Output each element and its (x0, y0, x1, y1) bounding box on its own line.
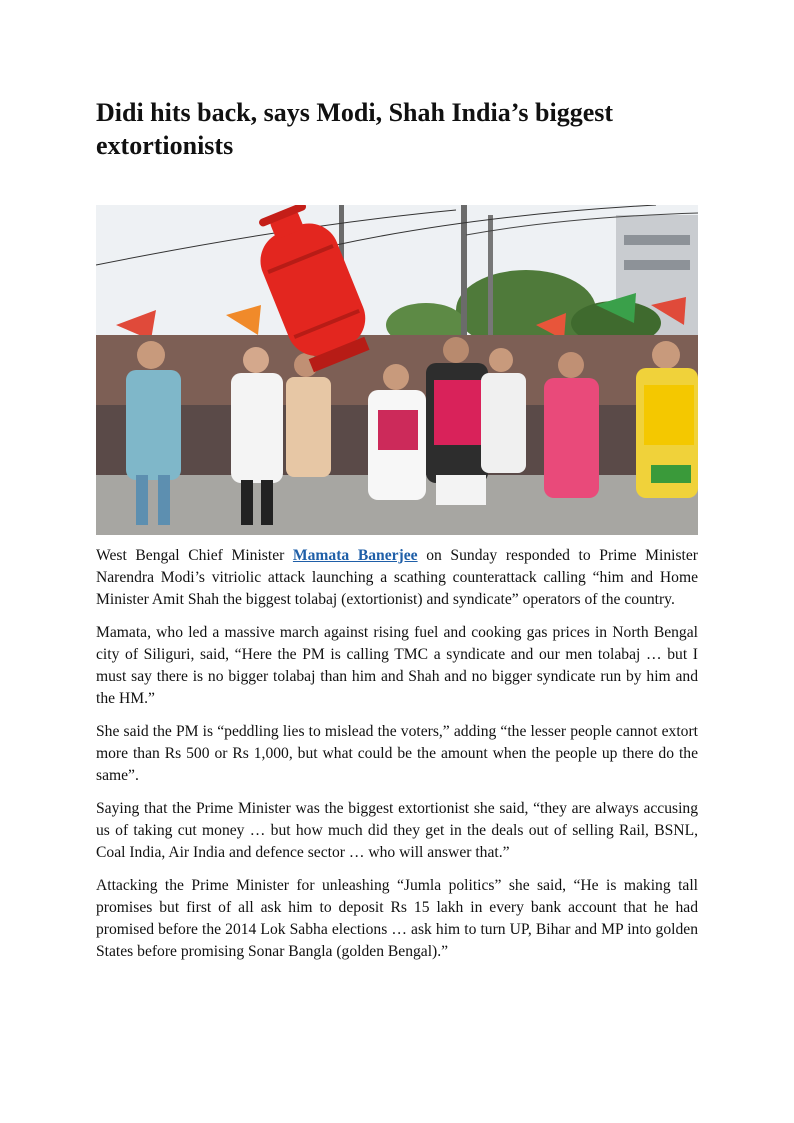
rally-photo (96, 205, 698, 535)
paragraph-2: Mamata, who led a massive march against rising fuel and cooking gas prices in North Bengal city of Siliguri, said, “Here the PM is calling TMC a syndicate and our men tolabaj … but I must say there is no bigger tolabaj than him and Shah and no bigger syndicate run by him and the HM.” (96, 624, 698, 707)
paragraph-1 (96, 545, 698, 611)
paragraph-1-rest: on Sunday responded to Prime Minister Narendra Modi’s vitriolic attack launching a scathing counterattack calling “him and Home Minister Amit Shah the biggest tolabaj (extortionist) and syndicate” operators of the country. (96, 547, 698, 608)
article-body (96, 545, 698, 974)
mamata-banerjee-link[interactable]: Mamata Banerjee (292, 547, 418, 564)
paragraph-5: Attacking the Prime Minister for unleashing “Jumla politics” she said, “He is making tall promises but first of all ask him to deposit Rs 15 lakh in every bank account that he had promised before the 2014 Lok Sabha elections … ask him to turn UP, Bihar and MP into golden States before promising Sonar Bangla (golden Bengal).” (96, 877, 698, 960)
paragraph-4: Saying that the Prime Minister was the biggest extortionist she said, “they are always accusing us of taking cut money … but how much did they get in the deals out of selling Rail, BSNL, Coal India, Air India and defence sector … who will answer that.” (96, 800, 698, 861)
paragraph-1-intro: West Bengal Chief Minister (96, 547, 293, 564)
paragraph-3: She said the PM is “peddling lies to mislead the voters,” adding “the lesser people cannot extort more than Rs 500 or Rs 1,000, but what could be the amount when the people up there do the same”. (96, 723, 698, 784)
headline: Didi hits back, says Modi, Shah India’s biggest extortionists (96, 98, 614, 160)
